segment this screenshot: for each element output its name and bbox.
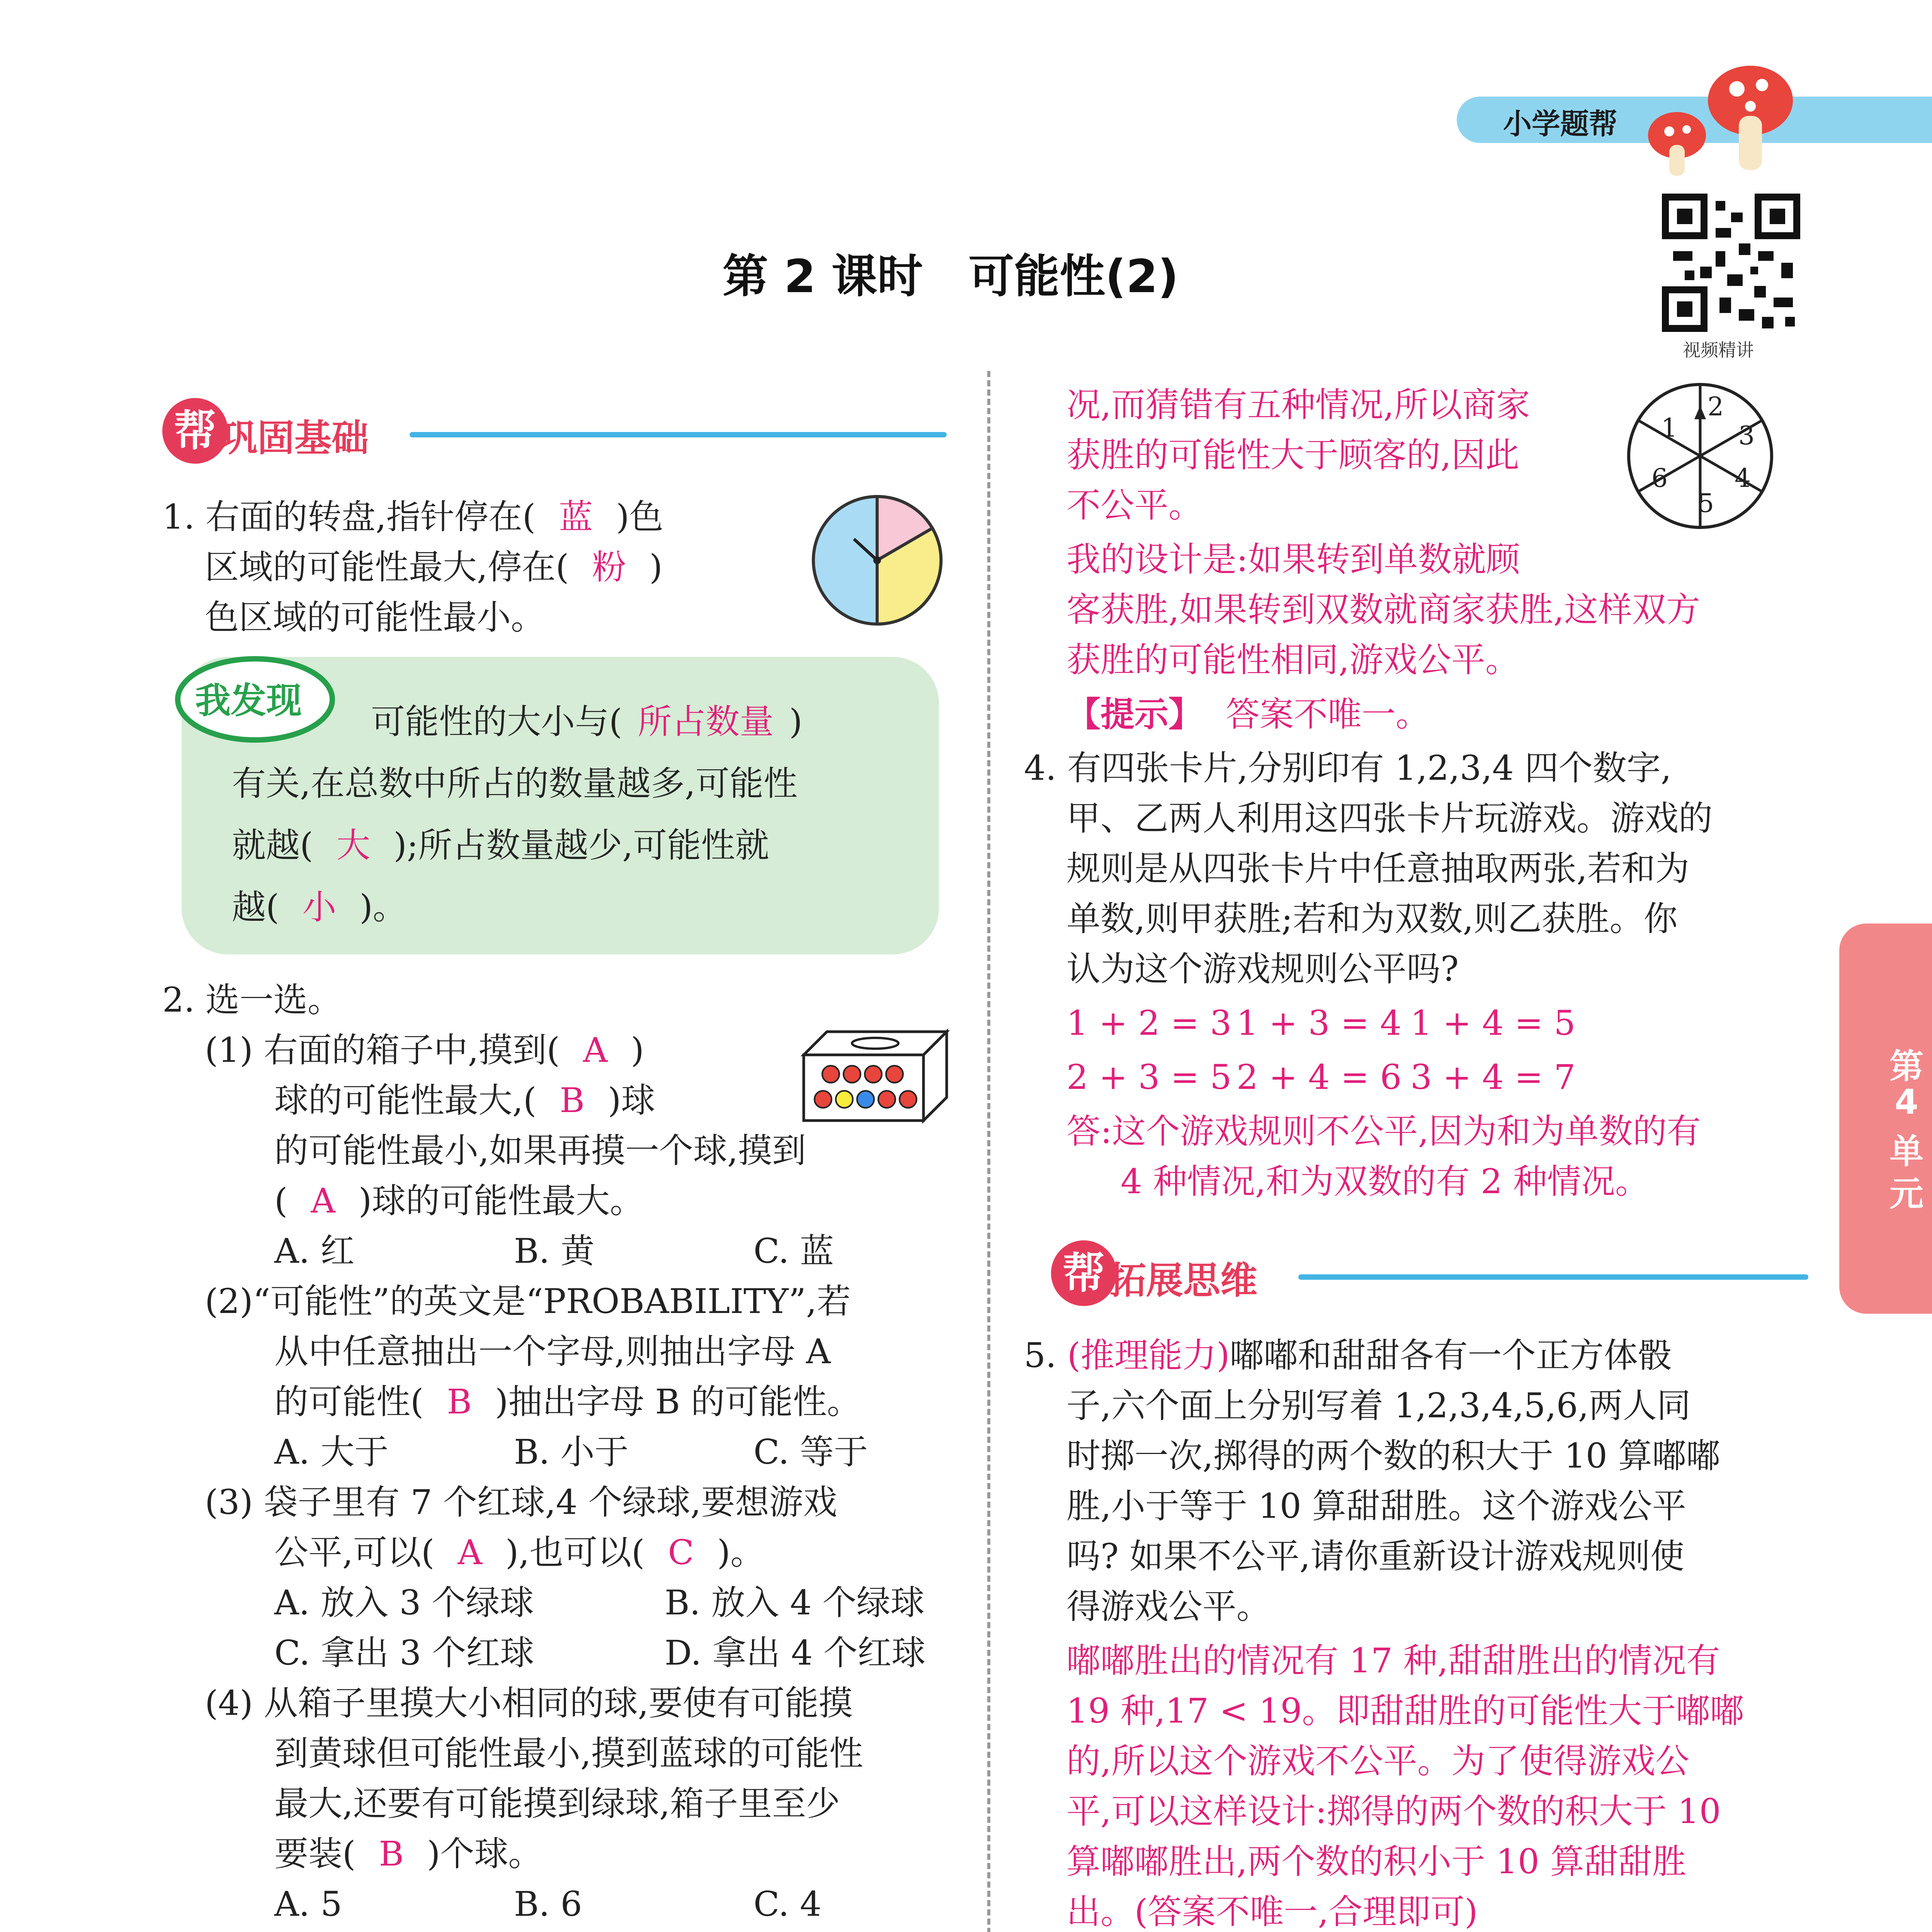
q5-answer-line-6: 出。(答案不唯一,合理即可) [1066, 1892, 1478, 1932]
q2-title: 2. 选一选。 [162, 980, 342, 1020]
q5-answer-line-2: 19 种,17 < 19。即甜甜胜的可能性大于嘟嘟 [1066, 1691, 1744, 1731]
q4-line-3: 规则是从四张卡片中任意抽取两张,若和为 [1066, 849, 1689, 888]
q3-answer-line-4: 我的设计是:如果转到单数就顾 [1066, 539, 1520, 579]
q5-line-5: 吗? 如果不公平,请你重新设计游戏规则使 [1066, 1536, 1685, 1576]
q2-p2-line-2: 从中任意抽出一个字母,则抽出字母 A [274, 1332, 831, 1371]
q5-line-4: 胜,小于等于 10 算甜甜胜。这个游戏公平 [1066, 1486, 1686, 1526]
discover-badge-label: 我发现 [195, 680, 302, 721]
lesson-title: 第 2 课时 可能性(2) [723, 250, 1179, 303]
section-expand [1051, 1240, 1808, 1306]
q2-p4-option-c: C. 4 [753, 1884, 822, 1924]
q4-answer-line-2: 4 种情况,和为双数的有 2 种情况。 [1121, 1162, 1649, 1201]
q4-sum-1-2: 1 + 2 = 3 [1066, 1003, 1232, 1043]
discover-line-4: 越( 小 )。 [232, 887, 407, 927]
q4-sum-1-4: 1 + 4 = 5 [1410, 1003, 1576, 1043]
q2-p1-line-3: 的可能性最小,如果再摸一个球,摸到 [274, 1131, 806, 1170]
sidebar-text: 元 [1889, 1174, 1923, 1214]
column-divider [987, 371, 990, 1932]
q1-line-1: 1. 右面的转盘,指针停在( 蓝 )色 [162, 497, 663, 537]
q2-p2-option-b: B. 小于 [514, 1432, 629, 1472]
q2-p2-option-a: A. 大于 [274, 1432, 389, 1472]
spinner-number-5: 5 [1698, 488, 1714, 518]
unit-sidebar [1839, 923, 1932, 1314]
q3-answer-line-1: 况,而猜错有五种情况,所以商家 [1066, 385, 1530, 425]
spinner-three-color [808, 491, 947, 630]
q2-p2-line-1: (2)“可能性”的英文是“PROBABILITY”,若 [205, 1281, 851, 1321]
qr-code-icon [1662, 193, 1801, 332]
spinner-number-4: 4 [1735, 463, 1751, 493]
q2-p4-line-1: (4) 从箱子里摸大小相同的球,要使有可能摸 [205, 1683, 853, 1723]
q4-sum-2-4: 2 + 4 = 6 [1236, 1057, 1402, 1097]
discover-line-3: 就越( 大 );所占数量越少,可能性就 [232, 825, 769, 865]
spinner-number-1: 1 [1661, 413, 1677, 443]
q5-answer-line-3: 的,所以这个游戏不公平。为了使得游戏公 [1066, 1741, 1689, 1781]
q2-p1-line-4: ( A )球的可能性最大。 [274, 1181, 644, 1221]
q4-line-4: 单数,则甲获胜;若和为双数,则乙获胜。你 [1066, 899, 1678, 939]
q4-sum-1-3: 1 + 3 = 4 [1236, 1003, 1402, 1043]
discover-line-2: 有关,在总数中所占的数量越多,可能性 [232, 764, 798, 803]
q1-line-2: 区域的可能性最大,停在( 粉 ) [205, 547, 663, 587]
q2-p3-option-c: C. 拿出 3 个红球 [274, 1633, 534, 1673]
sidebar-text: 第 [1889, 1046, 1923, 1086]
q4-line-5: 认为这个游戏规则公平吗? [1066, 949, 1459, 989]
section-title: 巩固基础 [220, 417, 369, 460]
q3-answer-line-2: 获胜的可能性大于顾客的,因此 [1066, 435, 1519, 475]
q2-p2-line-3: 的可能性( B )抽出字母 B 的可能性。 [274, 1382, 861, 1422]
q2-p1-option-b: B. 黄 [514, 1231, 595, 1271]
q2-p4-line-4: 要装( B )个球。 [274, 1834, 543, 1874]
q2-p2-option-c: C. 等于 [753, 1432, 868, 1472]
section-title: 拓展思维 [1109, 1259, 1257, 1302]
ball-box-icon [800, 1028, 951, 1124]
section-badge: 帮 [162, 398, 228, 464]
sidebar-text: 4 [1895, 1082, 1918, 1122]
q1-line-3: 色区域的可能性最小。 [205, 597, 545, 637]
q5-line-2: 子,六个面上分别写着 1,2,3,4,5,6,两人同 [1066, 1386, 1691, 1425]
qr-caption: 视频精讲 [1683, 340, 1754, 361]
q2-p3-option-d: D. 拿出 4 个红球 [665, 1633, 926, 1673]
q2-p1-line-2: 球的可能性最大,( B )球 [274, 1080, 655, 1120]
q2-p1-option-a: A. 红 [274, 1231, 355, 1271]
spinner-number-6: 6 [1651, 463, 1668, 493]
q3-answer-line-5: 客获胜,如果转到双数就商家获胜,这样双方 [1066, 590, 1700, 629]
q4-sum-3-4: 3 + 4 = 7 [1410, 1057, 1576, 1097]
q2-p3-line-2: 公平,可以( A ),也可以( C )。 [274, 1532, 765, 1572]
q5-line-3: 时掷一次,掷得的两个数的积大于 10 算嘟嘟 [1066, 1436, 1720, 1476]
q2-p4-line-2: 到黄球但可能性最小,摸到蓝球的可能性 [274, 1733, 863, 1773]
q2-p4-option-a: A. 5 [274, 1884, 342, 1924]
q2-p3-option-b: B. 放入 4 个绿球 [665, 1583, 925, 1622]
q2-p1-line-1: (1) 右面的箱子中,摸到( A ) [205, 1030, 644, 1070]
q2-p4-line-3: 最大,还要有可能摸到绿球,箱子里至少 [274, 1784, 840, 1823]
q3-hint: 【提示】 答案不唯一。 [1066, 694, 1430, 734]
q3-answer-line-3: 不公平。 [1066, 485, 1203, 525]
mushroom-icon [1634, 58, 1797, 178]
q4-line-2: 甲、乙两人利用这四张卡片玩游戏。游戏的 [1066, 798, 1713, 838]
section-rule [410, 432, 947, 437]
q5-line-1: 5. (推理能力)嘟嘟和甜甜各有一个正方体骰 [1024, 1335, 1672, 1375]
q4-line-1: 4. 有四张卡片,分别印有 1,2,3,4 四个数字, [1024, 748, 1672, 788]
q4-sum-2-3: 2 + 3 = 5 [1066, 1057, 1232, 1097]
section-rule [1298, 1274, 1808, 1280]
spinner-number-2: 2 [1708, 392, 1724, 422]
q4-answer-line-1: 答:这个游戏规则不公平,因为和为单数的有 [1066, 1111, 1701, 1151]
q2-p3-option-a: A. 放入 3 个绿球 [274, 1583, 534, 1622]
brand-title: 小学题帮 [1503, 107, 1617, 141]
q5-answer-line-4: 平,可以这样设计:掷得的两个数的积大于 10 [1066, 1791, 1721, 1831]
q2-p3-line-1: (3) 袋子里有 7 个红球,4 个绿球,要想游戏 [205, 1482, 837, 1522]
q5-answer-line-5: 算嘟嘟胜出,两个数的积小于 10 算甜甜胜 [1066, 1842, 1686, 1881]
discover-line-1: 可能性的大小与( 所占数量 ) [371, 702, 803, 742]
q5-line-6: 得游戏公平。 [1066, 1587, 1271, 1626]
spinner-six-numbers [1623, 379, 1777, 533]
section-consolidate [162, 398, 947, 464]
sidebar-text: 单 [1889, 1131, 1923, 1171]
q2-p1-option-c: C. 蓝 [753, 1231, 834, 1271]
spinner-number-3: 3 [1738, 421, 1755, 451]
section-badge: 帮 [1051, 1240, 1117, 1306]
q2-p4-option-b: B. 6 [514, 1884, 582, 1924]
q5-answer-line-1: 嘟嘟胜出的情况有 17 种,甜甜胜出的情况有 [1066, 1641, 1720, 1680]
q3-answer-line-6: 获胜的可能性相同,游戏公平。 [1066, 640, 1519, 680]
